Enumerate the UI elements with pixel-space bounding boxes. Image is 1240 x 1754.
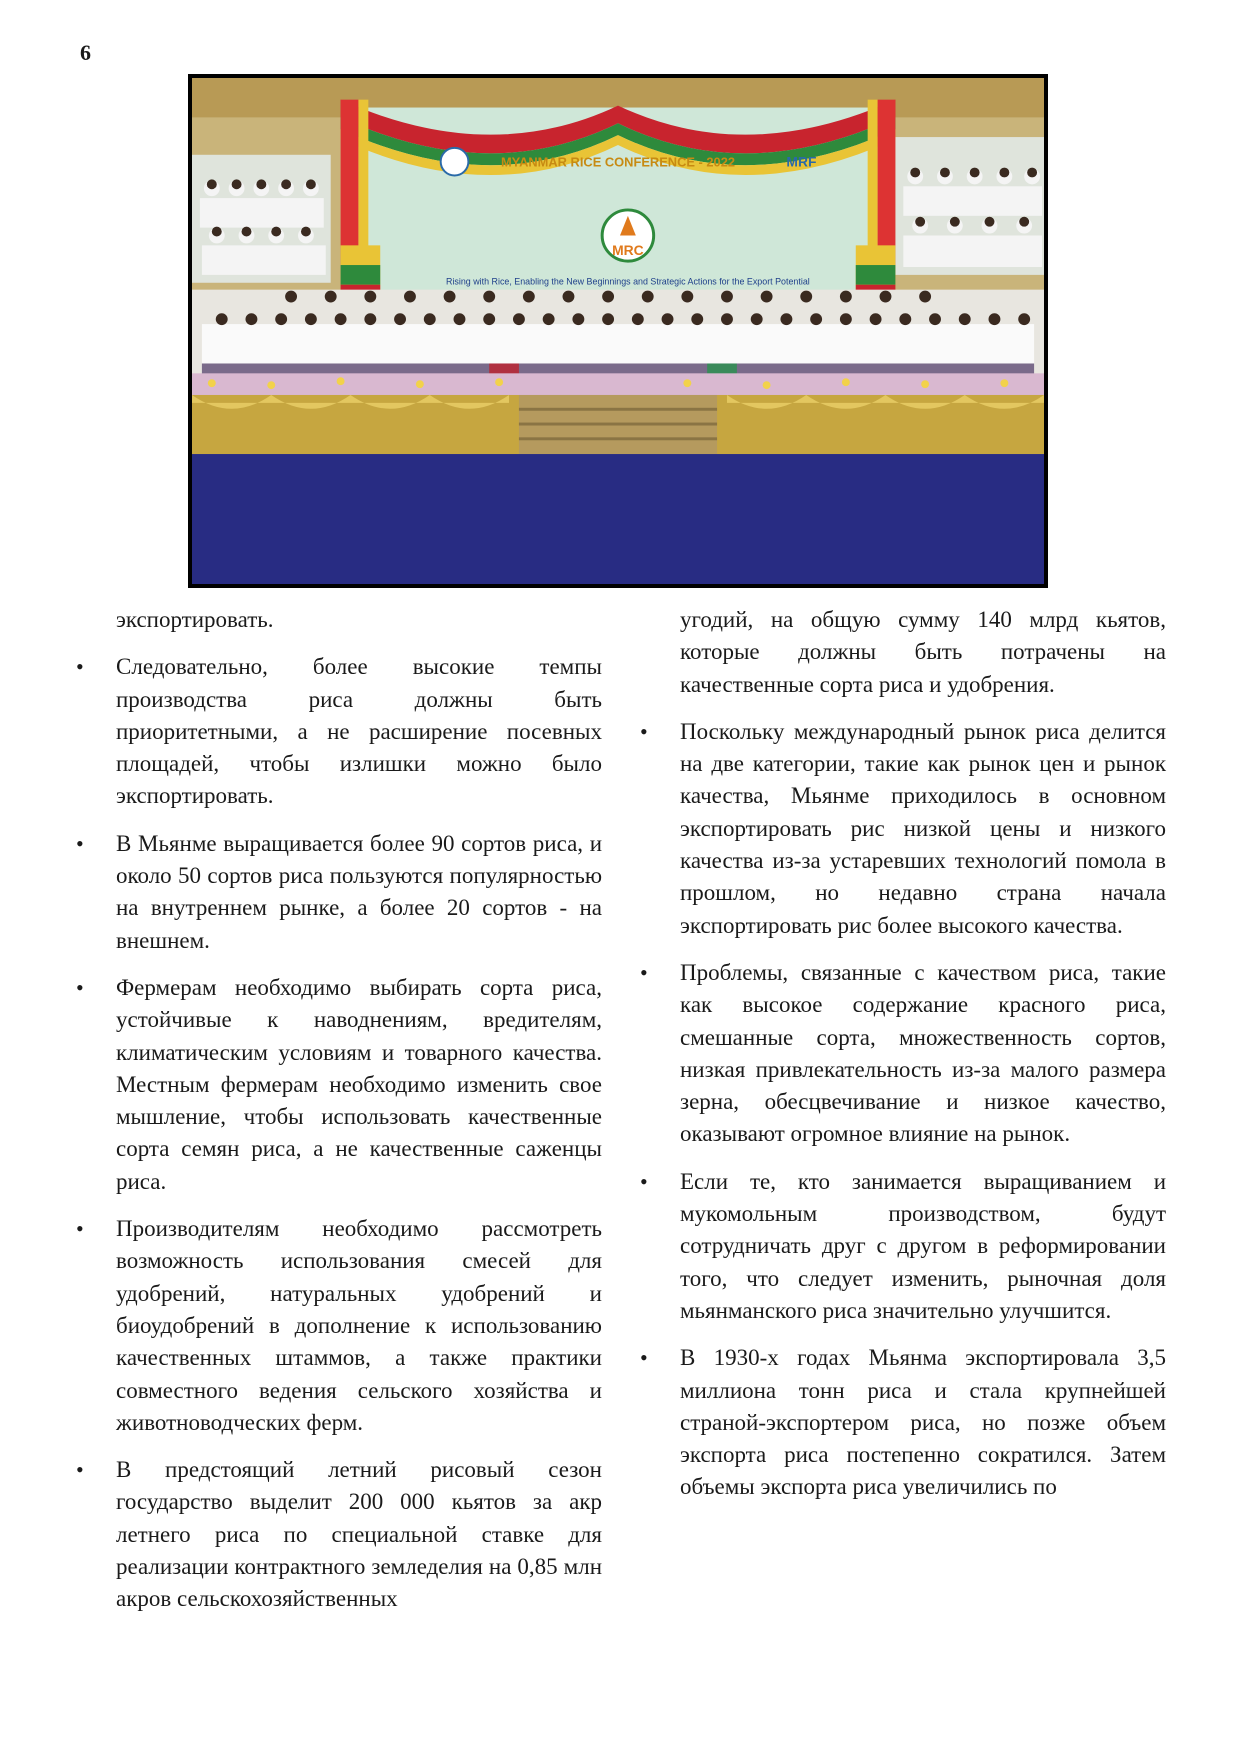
- banner-slogan: Rising with Rice, Enabling the New Beginnings and Strategic Actions for the Export Potential: [446, 276, 810, 287]
- list-item: • В предстоящий летний рисовый сезон государство выделит 200 000 кьятов за акр летнего риса по специальной ставке для реализации контрактного земледелия на 0,85 млн акров сельскохозяйственных: [116, 1454, 602, 1615]
- list-item: • Если те, кто занимается выращиванием и мукомольным производством, будут сотрудничать друг с другом в реформировании того, что следует изменить, рыночная доля мьянманского риса значительно улучшится.: [680, 1166, 1166, 1327]
- right-bullet-list: [680, 716, 1166, 1504]
- list-item: • В 1930-х годах Мьянма экспортировала 3,5 миллиона тонн риса и стала крупнейшей страной-экспортером риса, но позже объем экспорта риса постепенно сократился. Затем объемы экспорта риса увеличились по: [680, 1342, 1166, 1503]
- left-column: [116, 604, 602, 1631]
- list-item: • Фермерам необходимо выбирать сорта риса, устойчивые к наводнениям, вредителям, климатическим условиям и товарного качества. Местным фермерам необходимо изменить свое мышление, чтобы использовать качественные сорта семян риса, а не качественные саженцы риса.: [116, 972, 602, 1198]
- left-bullet-list: [116, 651, 602, 1615]
- list-item: • Поскольку международный рынок риса делится на две категории, такие как рынок цен и рынок качества, Мьянме приходилось в основном экспортировать рис низкой цены и низкого качества из-за устаревших технологий помола в прошлом, но недавно страна начала экспортировать рис более высокого качества.: [680, 716, 1166, 942]
- attendees: [202, 324, 1034, 363]
- photo-illustration: [192, 78, 1044, 584]
- conference-group-photo: [188, 74, 1048, 588]
- right-column: [680, 604, 1166, 1519]
- flower-arrangement: [192, 373, 1044, 395]
- banner-logo: MRC: [612, 242, 644, 259]
- right-continuation: угодий, на общую сумму 140 млрд кьятов, которые должны быть потрачены на качественные сорта риса и удобрения.: [680, 607, 1166, 697]
- left-continuation: экспортировать.: [116, 607, 274, 632]
- page-number: 6: [80, 40, 91, 65]
- ministry-emblem-icon: [441, 148, 469, 176]
- banner-title: MYANMAR RICE CONFERENCE - 2022: [500, 154, 736, 170]
- list-item: • Следовательно, более высокие темпы производства риса должны быть приоритетными, а не расширение посевных площадей, чтобы излишки можно было экспортировать.: [116, 651, 602, 812]
- partner-logo: MRF: [786, 153, 817, 170]
- list-item: • Проблемы, связанные с качеством риса, такие как высокое содержание красного риса, смешанные сорта, множественность сортов, низкая привлекательность из-за малого размера зерна, обесцвечивание и низкое качество, оказывают огромное влияние на рынок.: [680, 957, 1166, 1151]
- list-item: • В Мьянме выращивается более 90 сортов риса, и около 50 сортов риса пользуются популярностью на внутреннем рынке, а более 20 сортов - на внешнем.: [116, 828, 602, 957]
- list-item: • Производителям необходимо рассмотреть возможность использования смесей для удобрений, натуральных удобрений и биоудобрений в дополнение к использованию качественных штаммов, а также практики совместного ведения сельского хозяйства и животноводческих ферм.: [116, 1213, 602, 1439]
